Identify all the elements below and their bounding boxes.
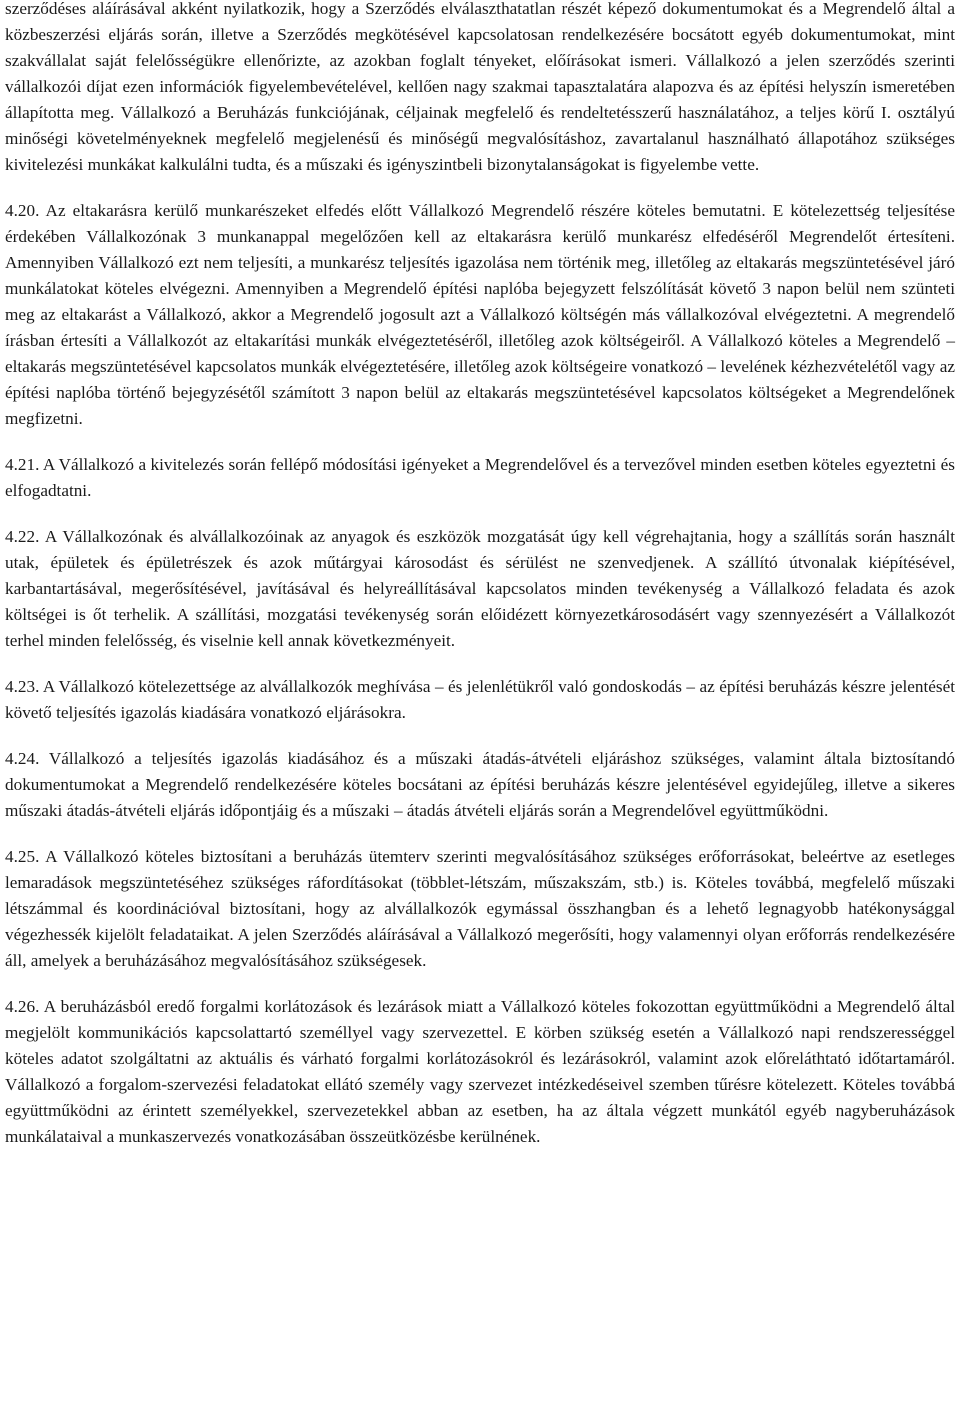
paragraph-4-21: 4.21. A Vállalkozó a kivitelezés során fellépő módosítási igényeket a Megrendelővel és a tervezővel minden esetben köteles egyeztetni és elfogadtatni. (5, 455, 955, 500)
paragraph-4-22: 4.22. A Vállalkozónak és alvállalkozóinak az anyagok és eszközök mozgatását úgy kell végrehajtania, hogy a szállítás során használt utak, épületek és épületrészek és azok műtárgyai károsodást és sérülést ne szenvedjenek. A szállító útvonalak kiépítésével, karbantartásával, megerősítésével, javításával és helyreállításával kapcsolatos minden tevékenység a Vállalkozó feladata és azok költségei is őt terhelik. A szállítási, mozgatási tevékenység során előidézett környezetkárosodásért vagy szennyezésért a Vállalkozót terhel minden felelősség, és viselnie kell annak következményeit. (5, 527, 955, 650)
document-page (5, 0, 955, 1170)
paragraph-contract-declaration: szerződéses aláírásával akként nyilatkozik, hogy a Szerződés elválaszthatatlan részét képező dokumentumokat és a Megrendelő által a közbeszerzési eljárás során, illetve a Szerződés megkötésével kapcsolatosan rendelkezésére bocsátott egyéb dokumentumokat, mint szakvállalat saját felelősségükre ellenőrizte, az azokban foglalt tényeket, előírásokat ismeri. Vállalkozó a jelen szerződés szerinti vállalkozói díjat ezen információk figyelembevételével, kellően nagy szakmai tapasztalatára alapozva és az építési helyszín ismeretében állapította meg. Vállalkozó a Beruházás funkciójának, céljainak megfelelő és rendeltetésszerű használatához, a teljes körű I. osztályú minőségi követelményeknek megfelelő megjelenésű és minőségű megvalósításhoz, zavartalanul használható állapotához szükséges kivitelezési munkákat kalkulálni tudta, és a műszaki és igényszintbeli bizonytalanságokat is figyelembe vette. (5, 0, 955, 174)
paragraph-4-25: 4.25. A Vállalkozó köteles biztosítani a beruházás ütemterv szerinti megvalósításához szükséges erőforrásokat, beleértve az esetleges lemaradások megszüntetéséhez szükséges ráfordításokat (többlet-létszám, műszakszám, stb.) is. Köteles továbbá, megfelelő műszaki létszámmal és koordinációval biztosítani, hogy az alvállalkozók egymással összhangban és a lehető legnagyobb hatékonysággal végezhessék kijelölt feladataikat. A jelen Szerződés aláírásával a Vállalkozó megerősíti, hogy valamennyi olyan erőforrás rendelkezésére áll, amelyek a beruházásához megvalósításához szükségesek. (5, 847, 955, 970)
paragraph-4-26: 4.26. A beruházásból eredő forgalmi korlátozások és lezárások miatt a Vállalkozó köteles fokozottan együttműködni a Megrendelő által megjelölt kommunikációs kapcsolattartó személlyel vagy szervezettel. E körben szükség esetén a Vállalkozó napi rendszerességgel köteles adatot szolgáltatni az aktuális és várható forgalmi korlátozásokról és lezárásokról, valamint azok előreláthtató időtartamáról. Vállalkozó a forgalom-szervezési feladatokat ellátó személy vagy szervezet intézkedéseivel szemben tűrésre kötelezett. Köteles továbbá együttműködni az érintett személyekkel, szervezetekkel abban az esetben, ha az általa végzett munkától egyéb nagyberuházások munkálataival a munkaszervezés vonatkozásában összeütközésbe kerülnének. (5, 997, 955, 1146)
paragraph-4-23: 4.23. A Vállalkozó kötelezettsége az alvállalkozók meghívása – és jelenlétükről való gondoskodás – az építési beruházás készre jelentését követő teljesítés igazolás kiadására vonatkozó eljárásokra. (5, 677, 955, 722)
paragraph-4-24: 4.24. Vállalkozó a teljesítés igazolás kiadásához és a műszaki átadás-átvételi eljáráshoz szükséges, valamint általa biztosítandó dokumentumokat a Megrendelő rendelkezésére köteles bocsátani az építési beruházás készre jelentésével egyidejűleg, illetve a sikeres műszaki átadás-átvételi eljárás időpontjáig és a műszaki – átadás átvételi eljárás során a Megrendelővel együttműködni. (5, 749, 955, 820)
paragraph-4-20: 4.20. Az eltakarásra kerülő munkarészeket elfedés előtt Vállalkozó Megrendelő részére köteles bemutatni. E kötelezettség teljesítése érdekében Vállalkozónak 3 munkanappal megelőzően kell az eltakarásra kerülő munkarész elfedéséről Megrendelőt értesíteni. Amennyiben Vállalkozó ezt nem teljesíti, a munkarész teljesítés igazolása nem történik meg, illetőleg az eltakarás megszüntetésével járó munkálatokat köteles elvégezni. Amennyiben a Megrendelő építési naplóba bejegyzett felszólítását követő 3 napon belül nem szünteti meg az eltakarást a Vállalkozó, akkor a Megrendelő jogosult azt a Vállalkozó költségén más vállalkozóval elvégeztetni. A megrendelő írásban értesíti a Vállalkozót az eltakarítási munkák elvégeztetéséről, illetőleg azok költségeiről. A Vállalkozó köteles a Megrendelő – eltakarás megszüntetésével kapcsolatos munkák elvégeztetésére, illetőleg azok költségeire vonatkozó – levelének kézhezvételétől vagy az építési naplóba történő bejegyzésétől számított 3 napon belül az eltakarás megszüntetésével kapcsolatos költségeket a Megrendelőnek megfizetni. (5, 201, 955, 428)
